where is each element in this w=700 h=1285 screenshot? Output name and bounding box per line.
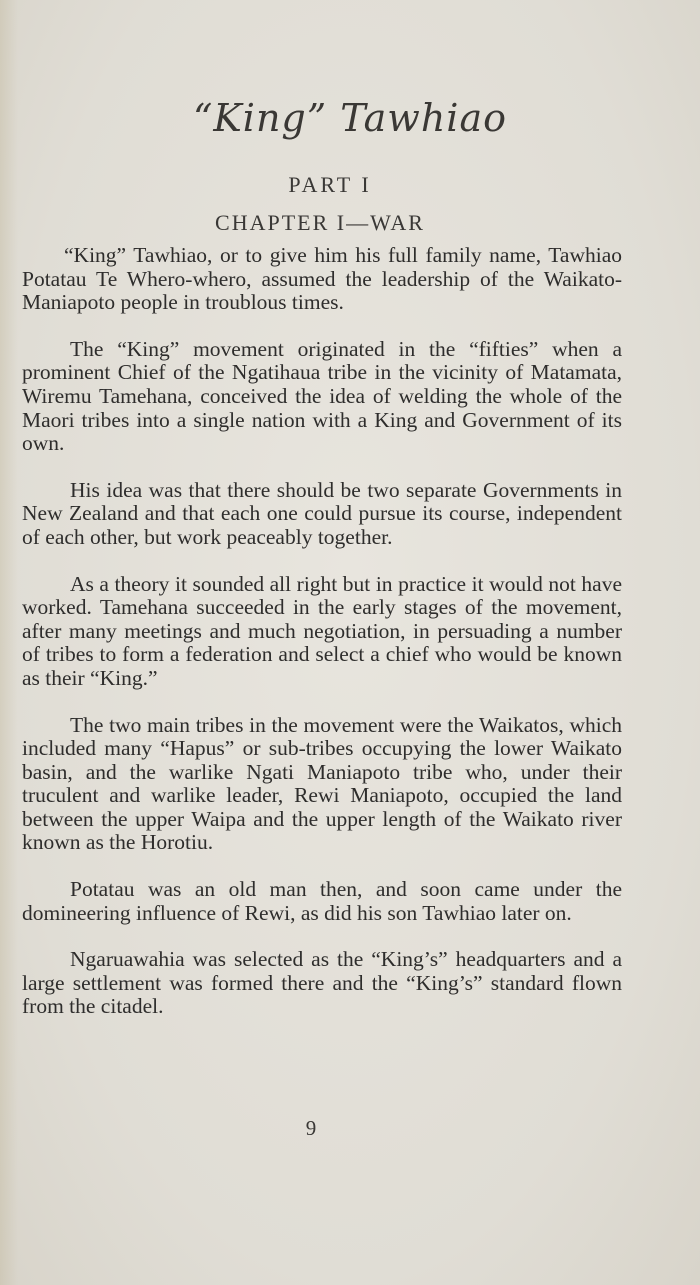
- paragraph-3: His idea was that there should be two separate Governments in New Zealand and that each one could pursue its course, independent of each other, but work peaceably together.: [22, 477, 622, 549]
- paragraph-5: The two main tribes in the movement were the Waikatos, which included many “Hapus” or sub-tribes occupying the lower Waikato basin, and the warlike Ngati Maniapoto tribe who, under their truculent and warlike leader, Rewi Maniapoto, occupied the land between the upper Waipa and the upper length of the Waikato river known as the Horotiu.: [22, 712, 622, 855]
- paragraph-2: The “King” movement originated in the “fifties” when a prominent Chief of the Ngatihaua tribe in the vicinity of Matamata, Wiremu Tamehana, conceived the idea of welding the whole of the Maori tribes into a single nation with a King and Government of its own.: [22, 336, 622, 456]
- handwritten-title: “King” Tawhiao: [192, 96, 507, 140]
- page-number: 9: [305, 1116, 317, 1140]
- paragraph-4: As a theory it sounded all right but in practice it would not have worked. Tamehana succeeded in the early stages of the movement, after many meetings and much negotiation, in persuading a number of tribes to form a federation and select a chief who would be known as their “King.”: [22, 571, 622, 690]
- paragraph-6: Potatau was an old man then, and soon came under the domineering influence of Rewi, as did his son Tawhiao later on.: [22, 877, 622, 925]
- body-text: [22, 244, 622, 1042]
- chapter-heading: CHAPTER I—WAR: [215, 210, 425, 235]
- part-heading: PART I: [288, 172, 372, 197]
- paragraph-7: Ngaruawahia was selected as the “King’s” headquarters and a large settlement was formed there and the “King’s” standard flown from the citadel.: [22, 947, 622, 1019]
- paragraph-1: “King” Tawhiao, or to give him his full family name, Tawhiao Potatau Te Whero-whero, assumed the leadership of the Waikato-Maniapoto people in troublous times.: [22, 243, 622, 315]
